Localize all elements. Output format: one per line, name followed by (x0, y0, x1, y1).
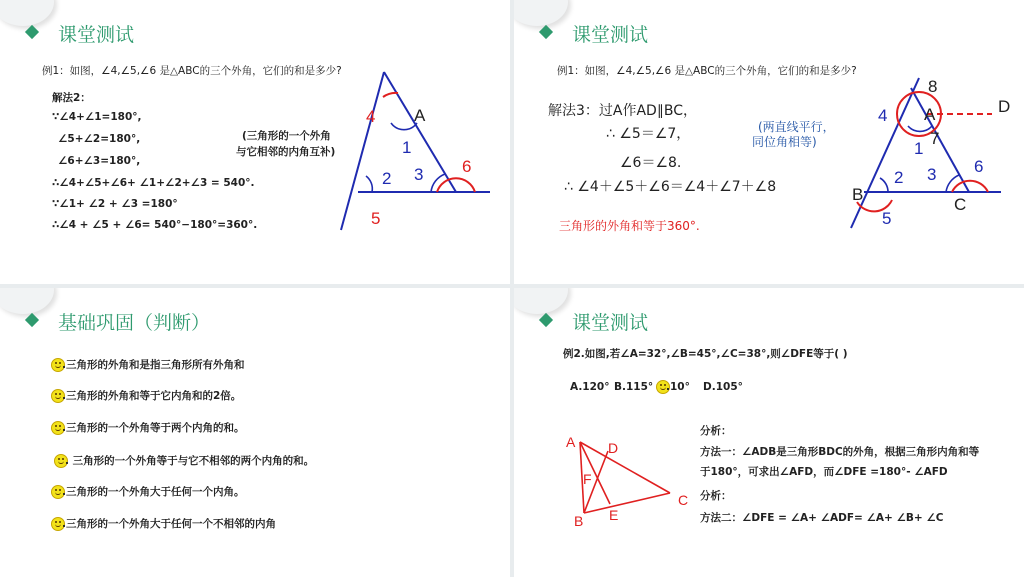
note-line: (两直线平行， (758, 120, 835, 134)
vertex-label: B (852, 185, 864, 204)
proof-line: ∠6+∠3=180°, (58, 155, 141, 167)
slide-title: 课堂测试 (58, 24, 135, 46)
conclusion-text: 三角形的外角和等于360°. (559, 219, 700, 233)
angle-label: 2 (894, 168, 904, 187)
example-text: 例1：如图，∠4,∠5,∠6 是△ABC的三个外角，它们的和是多少? (557, 65, 857, 77)
angle-label: 5 (371, 209, 381, 228)
judgement-item: .三角形的一个外角等于两个内角的和。 (62, 422, 245, 434)
judgement-item: .三角形的外角和等于它内角和的2倍。 (62, 390, 242, 402)
angle-label: 1 (914, 139, 924, 158)
slide-title: 基础巩固（判断） (58, 312, 211, 334)
triangle-figure (514, 0, 1024, 284)
angle-label: 1 (402, 138, 412, 157)
note-line: 同位角相等) (752, 135, 817, 149)
angle-label: 7 (930, 129, 940, 148)
triangle-figure (0, 0, 510, 284)
slide-1[interactable] (0, 0, 510, 284)
slide-title: 课堂测试 (572, 312, 649, 334)
proof-line: ∴∠4 + ∠5 + ∠6= 540°−180°=360°. (52, 219, 258, 231)
angle-label: 4 (366, 107, 376, 126)
judgement-item: .三角形的外角和是指三角形所有外角和 (62, 359, 245, 371)
angle-label: 8 (928, 77, 938, 96)
vertex-label: B (574, 513, 584, 529)
vertex-label: A (924, 105, 936, 124)
proof-line: ∵∠1+ ∠2 + ∠3 =180° (52, 198, 178, 210)
judgement-item: .三角形的一个外角大于任何一个内角。 (62, 486, 245, 498)
vertex-label: F (583, 471, 592, 487)
vertex-label: C (678, 492, 689, 508)
angle-label: 6 (974, 157, 984, 176)
proof-line: ∠5+∠2=180°, (58, 133, 141, 145)
method-text: 于180°，可求出∠AFD，而∠DFE =180°- ∠AFD (700, 466, 948, 478)
judgement-item: . 三角形的一个外角等于与它不相邻的两个内角的和。 (65, 455, 315, 467)
note-line: 与它相邻的内角互补) (236, 146, 336, 158)
angle-label: 4 (878, 106, 888, 125)
proof-line: ∵∠4+∠1=180°, (52, 111, 142, 123)
example-text: 例1：如图，∠4,∠5,∠6 是△ABC的三个外角，它们的和是多少? (42, 65, 342, 77)
angle-label: 6 (462, 157, 472, 176)
analysis-heading: 分析： (700, 425, 732, 437)
angle-label: 2 (382, 169, 392, 188)
angle-label: 3 (414, 165, 424, 184)
slide-2[interactable] (514, 0, 1024, 284)
method-heading: 解法2： (52, 92, 91, 104)
vertex-label: A (566, 434, 576, 450)
option-d: D.105° (703, 381, 743, 393)
method-text: 方法一：∠ADB是三角形BDC的外角，根据三角形内角和等 (700, 446, 980, 458)
slide-4[interactable] (514, 288, 1024, 577)
proof-line: ∠6＝∠8. (620, 155, 682, 171)
vertex-label: A (414, 106, 426, 125)
vertex-label: D (608, 440, 619, 456)
note-line: (三角形的一个外角 (242, 130, 331, 142)
slide-3[interactable] (0, 288, 510, 577)
option-b: B.115° (614, 381, 654, 393)
diamond-icon (25, 313, 39, 327)
proof-line: ∴ ∠4＋∠5＋∠6＝∠4＋∠7＋∠8 (564, 179, 777, 195)
option-a: A.120° (570, 381, 610, 393)
question-text: 例2.如图,若∠A=32°,∠B=45°,∠C=38°,则∠DFE等于( ) (563, 348, 848, 360)
vertex-label: C (954, 195, 967, 214)
proof-line: ∴∠4+∠5+∠6+ ∠1+∠2+∠3 = 540°. (52, 177, 255, 189)
option-c: .10° (666, 381, 690, 393)
vertex-label: D (998, 97, 1011, 116)
vertex-label: E (609, 507, 619, 523)
page-curl (0, 288, 54, 314)
analysis-heading: 分析： (700, 490, 732, 502)
slide-title: 课堂测试 (572, 24, 649, 46)
proof-line: ∴ ∠5＝∠7， (606, 126, 691, 142)
proof-line: 解法3：过A作AD∥BC， (548, 103, 697, 119)
angle-label: 3 (927, 165, 937, 184)
angle-label: 5 (882, 209, 892, 228)
judgement-item: .三角形的一个外角大于任何一个不相邻的内角 (62, 518, 276, 530)
triangle-figure (514, 288, 1024, 577)
method-text: 方法二：∠DFE = ∠A+ ∠ADF= ∠A+ ∠B+ ∠C (700, 512, 944, 524)
